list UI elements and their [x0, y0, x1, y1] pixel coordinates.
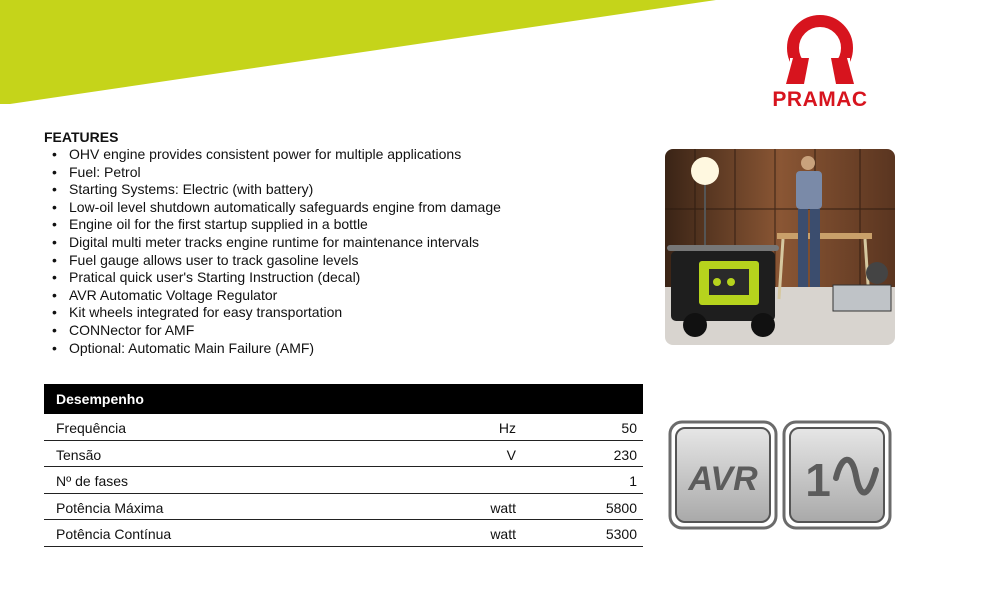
single-phase-badge-icon: [784, 422, 890, 528]
feature-item: • CONNector for AMF: [44, 322, 644, 340]
table-row: [44, 520, 643, 547]
row-value: 230: [613, 446, 637, 463]
row-unit: Hz: [498, 420, 516, 436]
row-value: 5300: [605, 526, 637, 542]
row-value: 5800: [605, 499, 637, 516]
feature-badges: [668, 420, 892, 530]
row-value: 50: [621, 420, 637, 436]
feature-item: • Fuel: Petrol: [44, 164, 644, 182]
feature-item: • Pratical quick user's Starting Instruction (decal): [44, 269, 644, 287]
table-row: [44, 414, 643, 441]
feature-item: • Starting Systems: Electric (with battery): [44, 181, 644, 199]
table-row: [44, 467, 643, 494]
pramac-logo-mark: [782, 14, 858, 86]
row-label: Tensão: [56, 446, 102, 463]
features-list: [44, 146, 644, 357]
feature-item: • Low-oil level shutdown automatically safeguards engine from damage: [44, 199, 644, 217]
table-row: [44, 494, 643, 521]
row-unit: watt: [490, 499, 516, 516]
feature-item: • Optional: Automatic Main Failure (AMF): [44, 340, 644, 358]
features-heading: FEATURES: [44, 129, 119, 145]
feature-item: • Fuel gauge allows user to track gasoline levels: [44, 252, 644, 270]
performance-table-header: Desempenho: [44, 384, 643, 414]
row-label: Nº de fases: [56, 473, 129, 489]
row-label: Frequência: [56, 420, 127, 436]
row-value: 1: [629, 473, 637, 489]
performance-table: [44, 384, 643, 547]
product-photo: [665, 149, 895, 345]
row-unit: watt: [490, 526, 516, 542]
row-label: Potência Contínua: [56, 526, 172, 542]
avr-badge-icon: [670, 422, 776, 528]
feature-item: • AVR Automatic Voltage Regulator: [44, 287, 644, 305]
feature-item: • Engine oil for the first startup supplied in a bottle: [44, 216, 644, 234]
feature-item: • Kit wheels integrated for easy transportation: [44, 304, 644, 322]
features-section: [44, 129, 644, 357]
feature-item: • OHV engine provides consistent power for multiple applications: [44, 146, 644, 164]
pramac-logo: [752, 14, 888, 110]
row-label: Potência Máxima: [56, 499, 164, 516]
feature-item: • Digital multi meter tracks engine runtime for maintenance intervals: [44, 234, 644, 252]
table-row: [44, 441, 643, 468]
phase-badge-text: 1: [805, 454, 831, 506]
logo-wordmark: PRAMAC: [772, 88, 868, 111]
row-unit: V: [506, 446, 516, 463]
avr-badge-text: AVR: [688, 460, 758, 498]
